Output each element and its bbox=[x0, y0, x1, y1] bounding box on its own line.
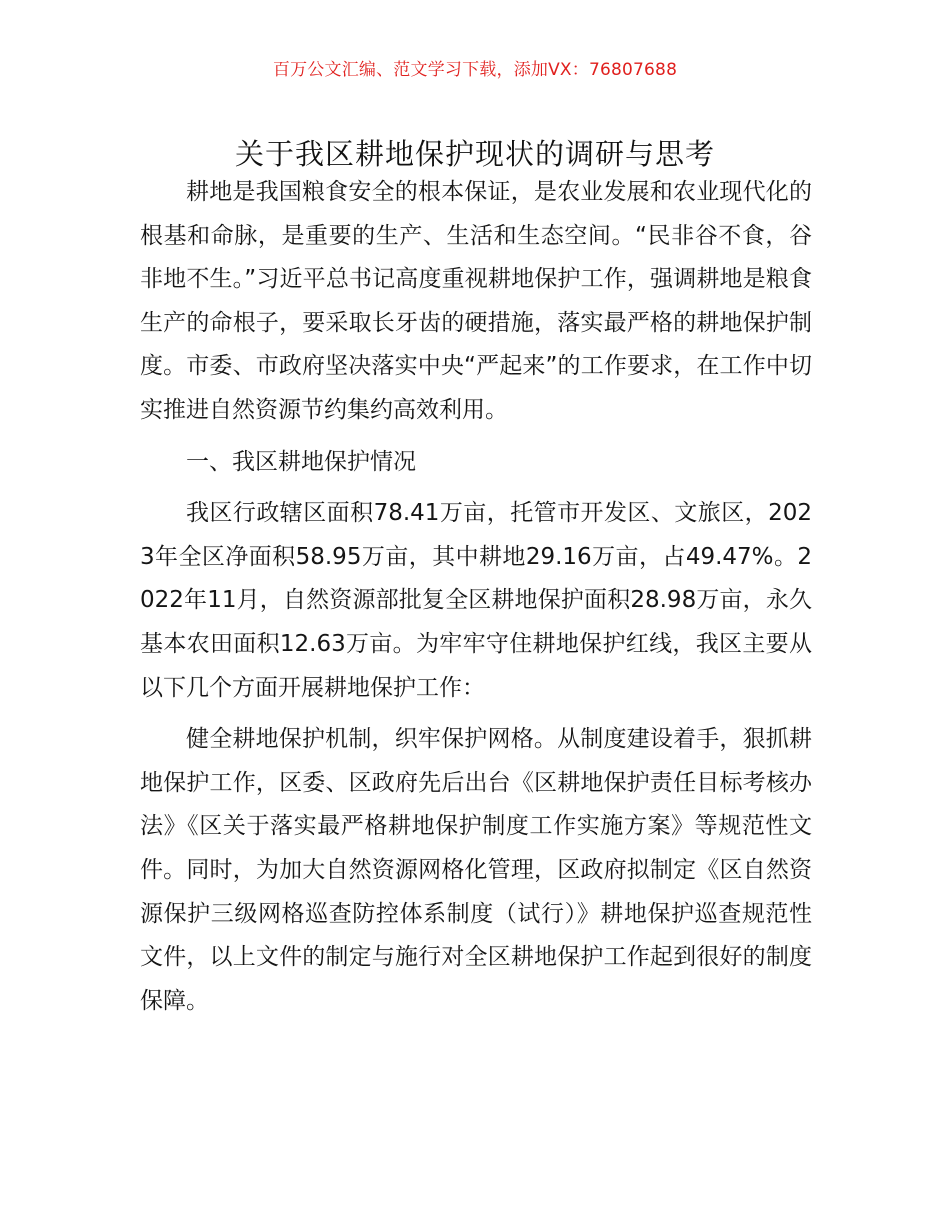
paragraph-intro: 耕地是我国粮食安全的根本保证，是农业发展和农业现代化的根基和命脉，是重要的生产、生活和生态空间。“民非谷不食，谷非地不生。”习近平总书记高度重视耕地保护工作，强调耕地是粮食生产的命根子，要采取长牙齿的硬措施，落实最严格的耕地保护制度。市委、市政府坚决落实中央“严起来”的工作要求，在工作中切实推进自然资源节约集约高效利用。 bbox=[140, 179, 812, 423]
document-body bbox=[140, 171, 812, 1023]
paragraph-mechanism: 健全耕地保护机制，织牢保护网格。从制度建设着手，狠抓耕地保护工作，区委、区政府先后出台《区耕地保护责任目标考核办法》《区关于落实最严格耕地保护制度工作实施方案》等规范性文件。同时，为加大自然资源网格化管理，区政府拟制定《区自然资源保护三级网格巡查防控体系制度（试行）》耕地保护巡查规范性文件，以上文件的制定与施行对全区耕地保护工作起到很好的制度保障。 bbox=[140, 726, 812, 1014]
header-watermark-note: 百万公文汇编、范文学习下载，添加VX：76807688 bbox=[272, 60, 678, 80]
paragraph-overview: 我区行政辖区面积78.41万亩，托管市开发区、文旅区，2023年全区净面积58.95万亩，其中耕地29.16万亩，占49.47%。2022年11月，自然资源部批复全区耕地保护面积28.98万亩，永久基本农田面积12.63万亩。为牢牢守住耕地保护红线，我区主要从以下几个方面开展耕地保护工作： bbox=[140, 500, 812, 701]
section-heading-1: 一、我区耕地保护情况 bbox=[186, 448, 416, 475]
page-title: 关于我区耕地保护现状的调研与思考 bbox=[234, 137, 715, 172]
